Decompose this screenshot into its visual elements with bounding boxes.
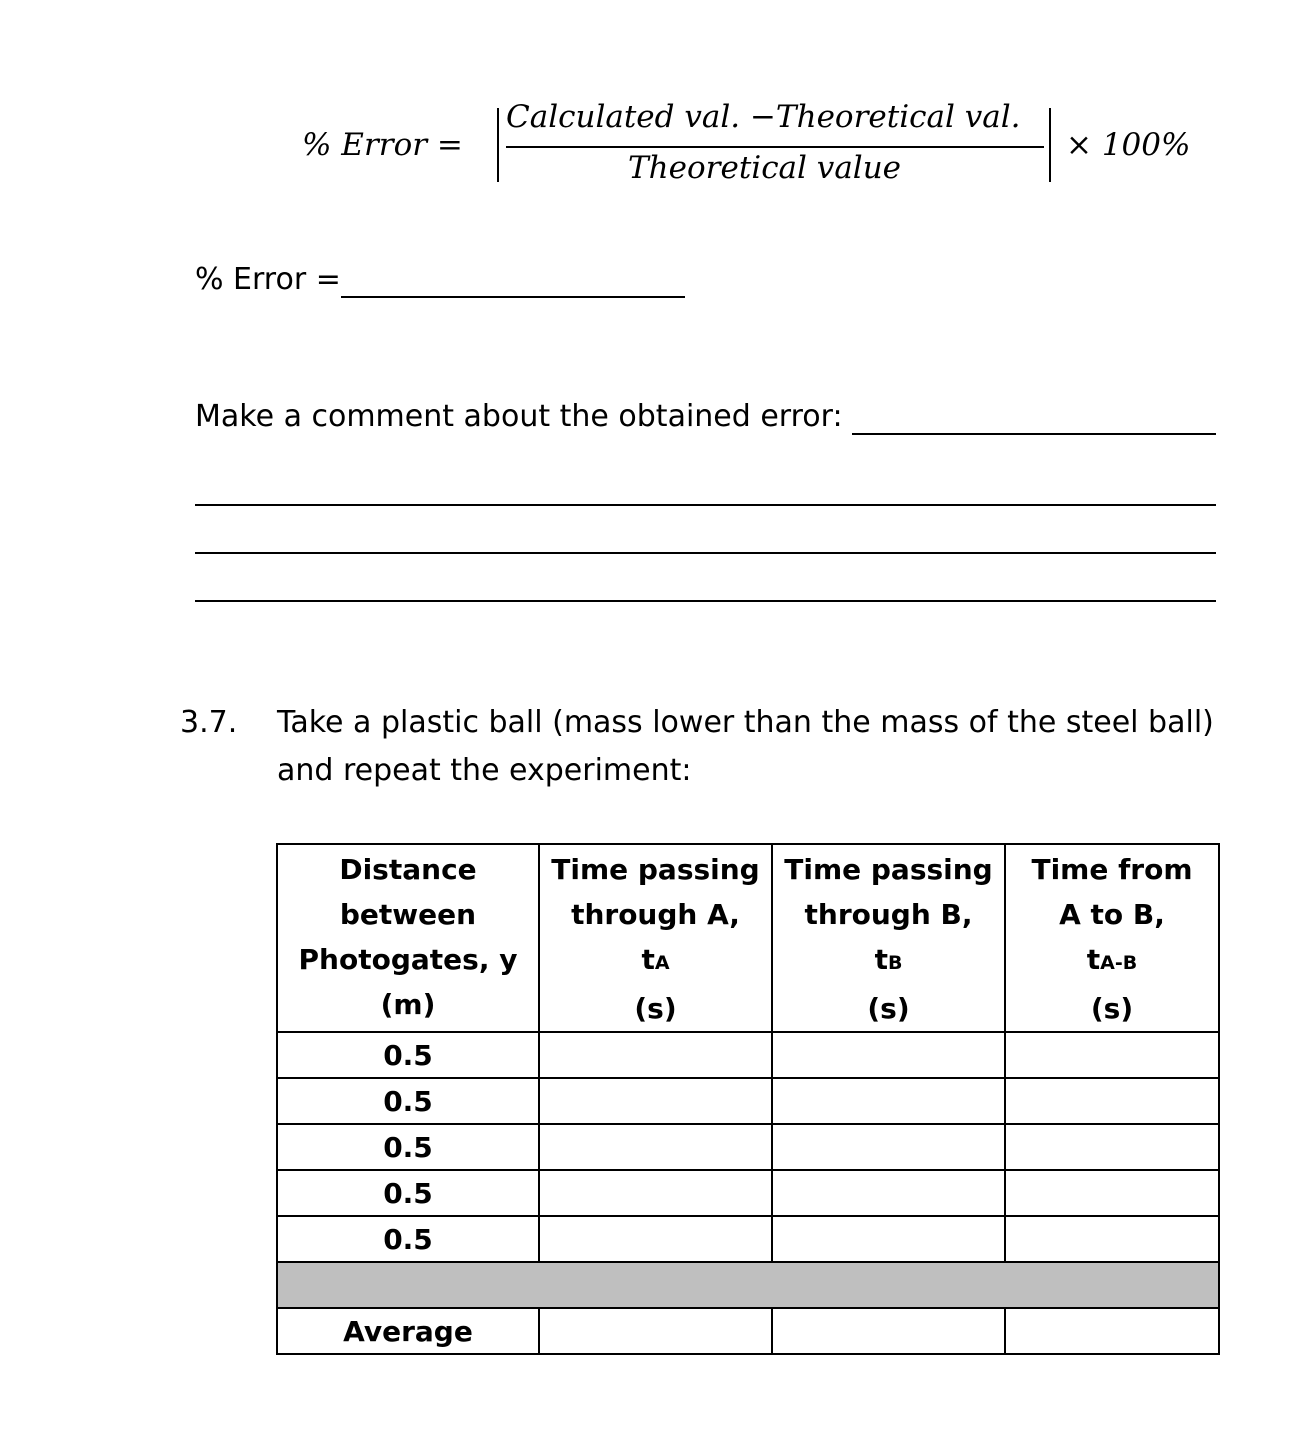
header-symbol: [1006, 937, 1218, 986]
time-b-cell[interactable]: [772, 1078, 1005, 1124]
header-line: through A,: [571, 898, 740, 931]
header-line: (s): [867, 992, 910, 1025]
step-text-line-2: and repeat the experiment:: [277, 753, 692, 788]
average-row: [277, 1308, 1219, 1354]
header-line: through B,: [804, 898, 973, 931]
header-line: (s): [634, 992, 677, 1025]
average-time-a-cell[interactable]: [539, 1308, 772, 1354]
time-b-cell[interactable]: [772, 1170, 1005, 1216]
table-row: [277, 1216, 1219, 1262]
header-line: (m): [380, 988, 436, 1021]
separator-cell: [277, 1262, 1219, 1308]
comment-answer-line-4[interactable]: [195, 600, 1216, 602]
time-ab-cell[interactable]: [1005, 1124, 1219, 1170]
abs-bar-left: [497, 108, 499, 182]
distance-cell: 0.5: [277, 1078, 539, 1124]
time-b-cell[interactable]: [772, 1032, 1005, 1078]
header-symbol: [540, 937, 771, 986]
formula-multiplier: × 100%: [1066, 127, 1191, 163]
distance-cell: 0.5: [277, 1216, 539, 1262]
formula-lhs: % Error =: [302, 127, 463, 163]
formula-numerator: Calculated val. −Theoretical val.: [506, 99, 1021, 135]
time-ab-cell[interactable]: [1005, 1170, 1219, 1216]
symbol-t: t: [1086, 943, 1101, 976]
header-time-a: [539, 844, 772, 1032]
formula-denominator: Theoretical value: [628, 150, 902, 186]
distance-cell: 0.5: [277, 1032, 539, 1078]
symbol-subscript: B: [887, 952, 903, 974]
step-text-line-1: Take a plastic ball (mass lower than the mass of the steel ball): [277, 705, 1214, 740]
header-line: Time passing: [551, 853, 760, 886]
header-line: Distance: [339, 853, 477, 886]
header-time-b: [772, 844, 1005, 1032]
time-ab-cell[interactable]: [1005, 1032, 1219, 1078]
symbol-t: t: [874, 943, 888, 976]
average-time-b-cell[interactable]: [772, 1308, 1005, 1354]
fraction-line: [506, 146, 1044, 148]
abs-bar-right: [1049, 108, 1051, 182]
table-row: [277, 1078, 1219, 1124]
comment-prompt: Make a comment about the obtained error:: [195, 399, 843, 434]
time-ab-cell[interactable]: [1005, 1078, 1219, 1124]
comment-answer-line-3[interactable]: [195, 552, 1216, 554]
header-time-ab: [1005, 844, 1219, 1032]
step-number: 3.7.: [180, 705, 238, 740]
header-line: Time from: [1031, 853, 1193, 886]
time-b-cell[interactable]: [772, 1124, 1005, 1170]
table-row: [277, 1032, 1219, 1078]
comment-answer-line-2[interactable]: [195, 504, 1216, 506]
header-line: Time passing: [784, 853, 993, 886]
distance-cell: 0.5: [277, 1170, 539, 1216]
data-table: [276, 843, 1220, 1355]
table-row: [277, 1170, 1219, 1216]
average-label: Average: [277, 1308, 539, 1354]
error-label: % Error =: [195, 262, 341, 297]
time-a-cell[interactable]: [539, 1170, 772, 1216]
comment-answer-line-1[interactable]: [852, 433, 1216, 435]
average-time-ab-cell[interactable]: [1005, 1308, 1219, 1354]
table-header-row: [277, 844, 1219, 1032]
header-line: (s): [1090, 992, 1134, 1025]
time-a-cell[interactable]: [539, 1216, 772, 1262]
header-line: A to B,: [1059, 898, 1165, 931]
time-a-cell[interactable]: [539, 1078, 772, 1124]
table-row: [277, 1124, 1219, 1170]
header-line: Photogates, y: [298, 943, 518, 976]
distance-cell: 0.5: [277, 1124, 539, 1170]
separator-row: [277, 1262, 1219, 1308]
time-ab-cell[interactable]: [1005, 1216, 1219, 1262]
time-b-cell[interactable]: [772, 1216, 1005, 1262]
header-distance: [277, 844, 539, 1032]
symbol-t: t: [641, 943, 655, 976]
header-line: between: [339, 898, 477, 931]
time-a-cell[interactable]: [539, 1032, 772, 1078]
error-answer-line[interactable]: [341, 296, 685, 298]
symbol-subscript: A: [654, 952, 670, 974]
header-symbol: [773, 937, 1004, 986]
symbol-subscript: A-B: [1100, 952, 1138, 974]
time-a-cell[interactable]: [539, 1124, 772, 1170]
